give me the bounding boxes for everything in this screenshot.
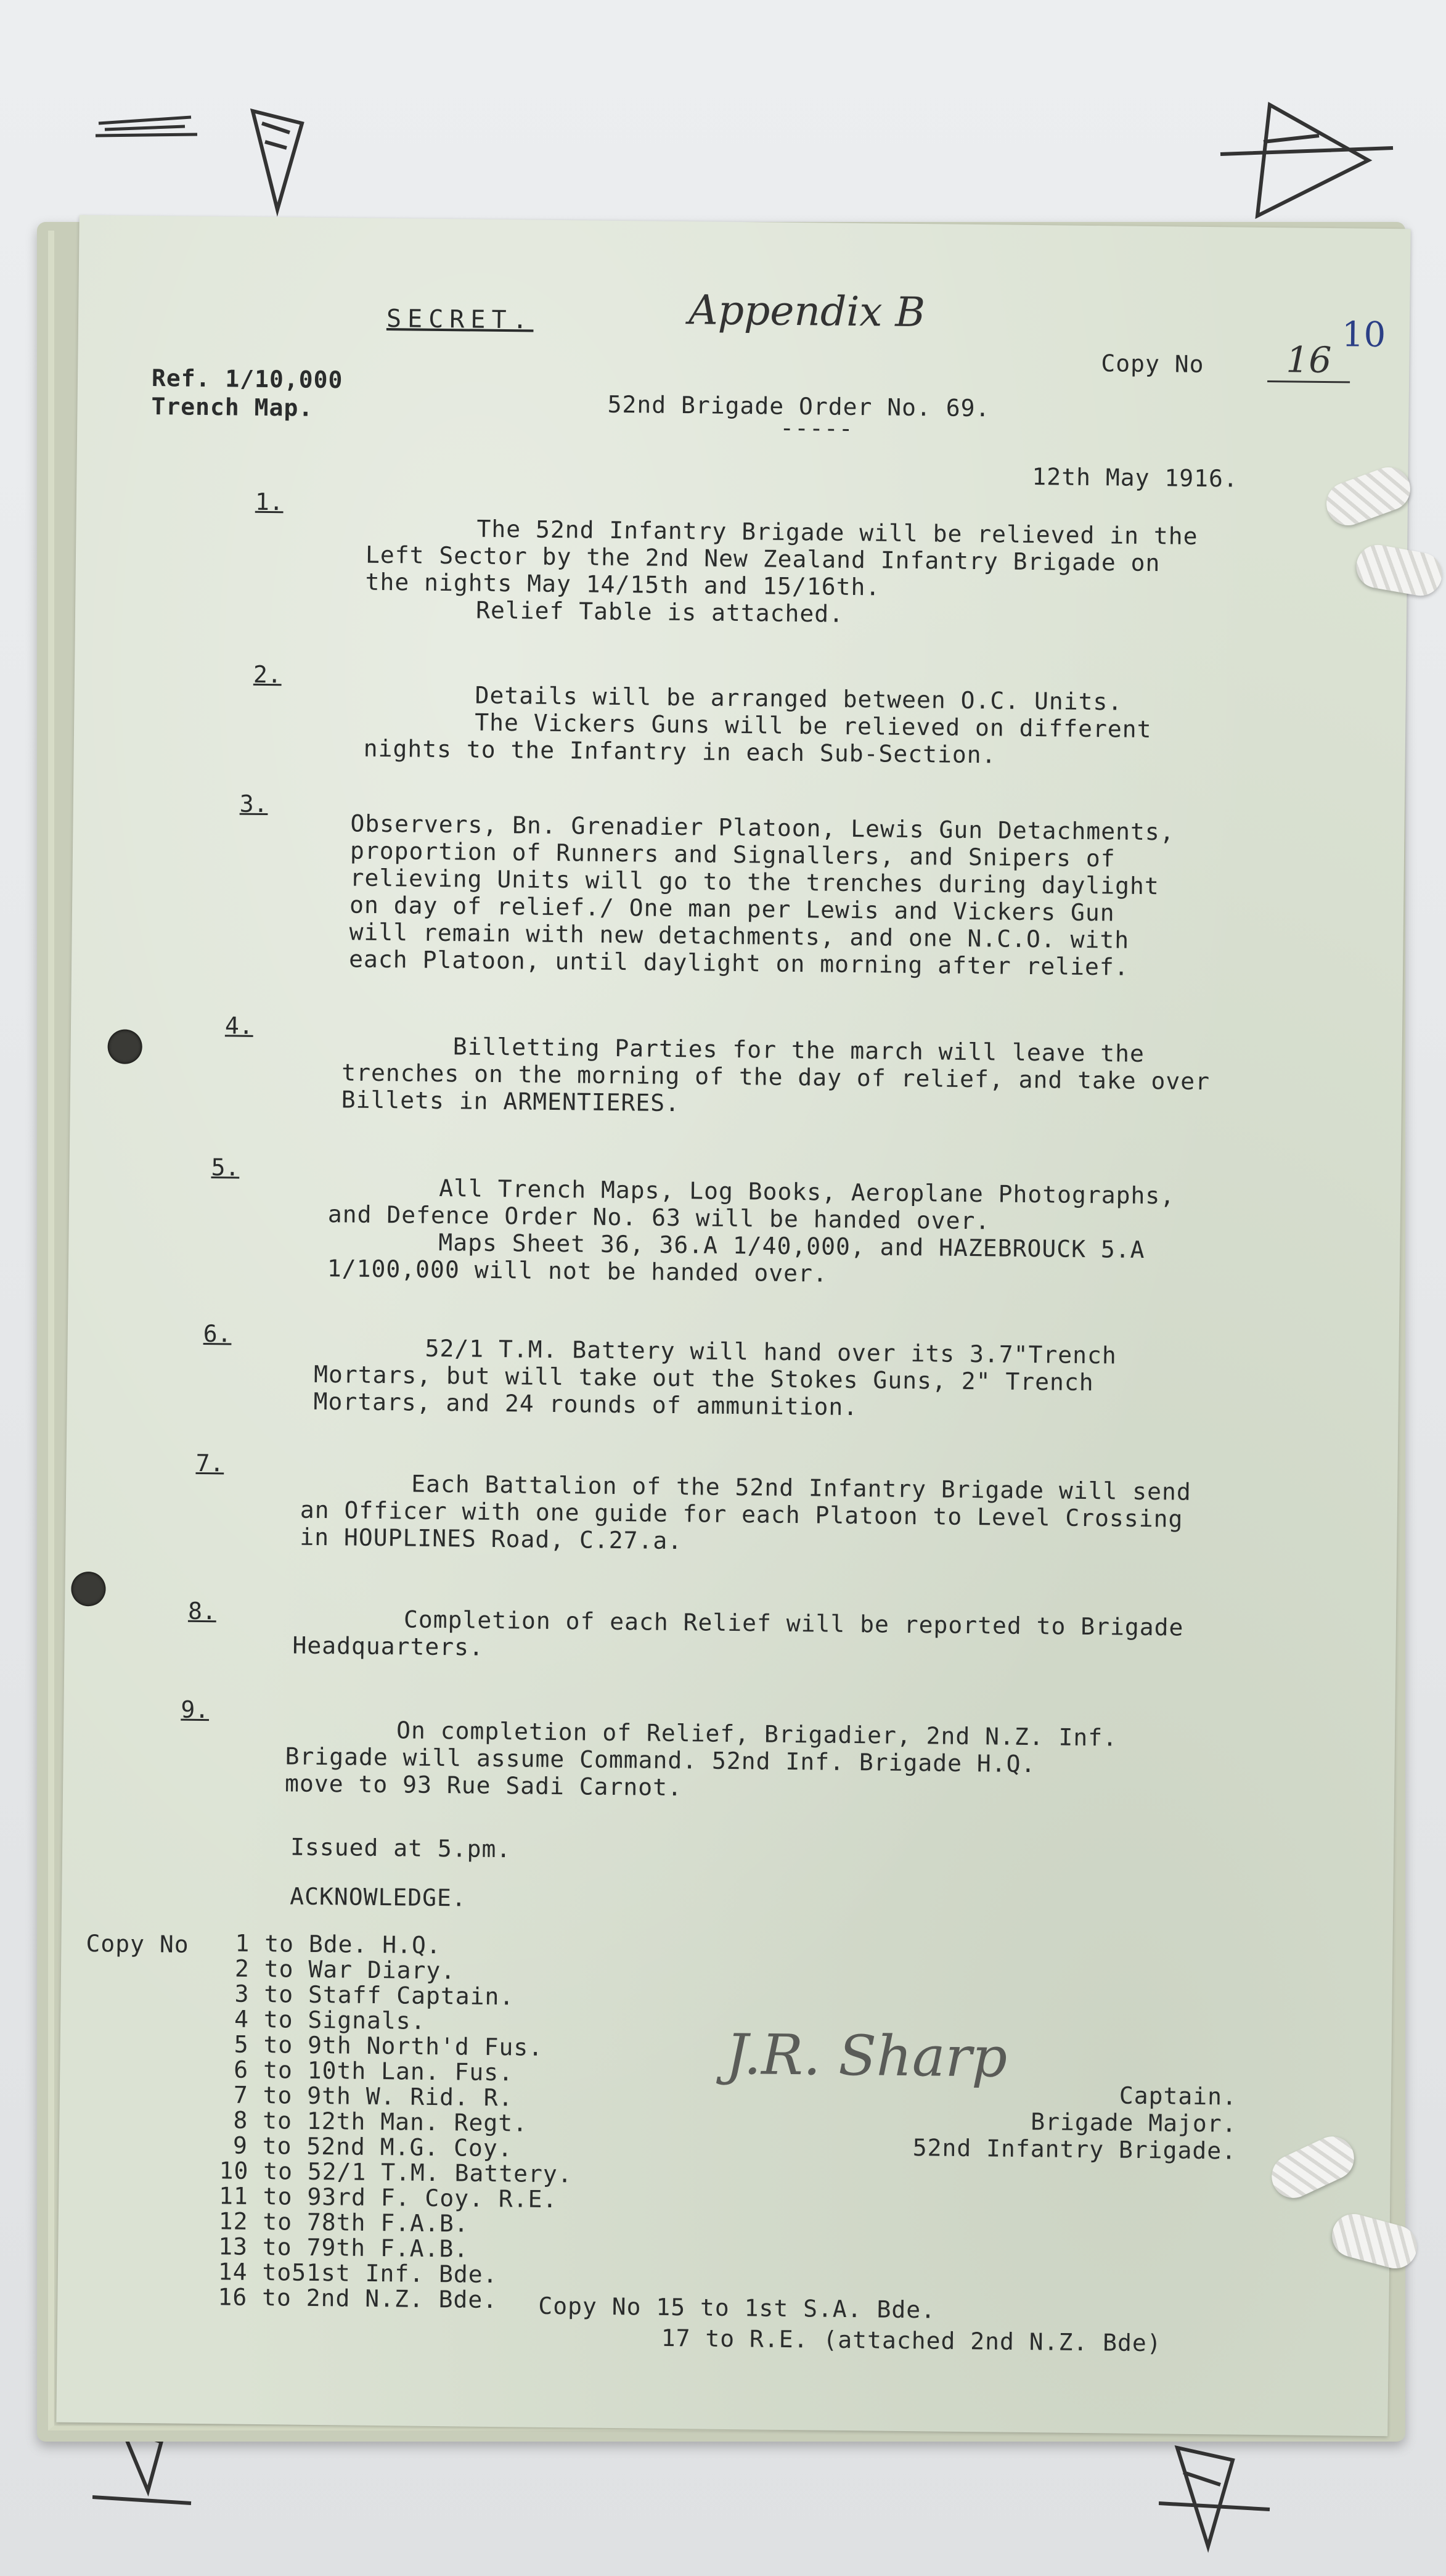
doodle-sketch-top-left bbox=[92, 86, 339, 234]
paragraph-line: Each Battalion of the 52nd Infantry Brigade will send bbox=[411, 1470, 1191, 1506]
distribution-entry: 12 to 78th F.A.B. bbox=[218, 2207, 469, 2238]
distribution-entry: 5 to 9th North'd Fus. bbox=[234, 2030, 544, 2061]
paragraph-line: Observers, Bn. Grenadier Platoon, Lewis Gun Detachments, bbox=[350, 810, 1175, 846]
distribution-prefix: Copy No bbox=[86, 1930, 189, 1958]
distribution-entry: 9 to 52nd M.G. Coy. bbox=[232, 2131, 513, 2162]
paragraph-line: 1/100,000 will not be handed over. bbox=[327, 1255, 828, 1287]
paragraph-line: Relief Table is attached. bbox=[475, 596, 844, 628]
paragraph-number: 9. bbox=[181, 1696, 210, 1724]
paragraph-line: The 52nd Infantry Brigade will be relieved in the bbox=[476, 515, 1198, 550]
distribution-entry: 1 to Bde. H.Q. bbox=[235, 1929, 441, 1959]
paragraph-line: Details will be arranged between O.C. Units. bbox=[475, 681, 1123, 716]
paragraph-line: move to 93 Rue Sadi Carnot. bbox=[284, 1770, 683, 1802]
paragraph-line: Left Sector by the 2nd New Zealand Infantry Brigade on bbox=[365, 541, 1161, 577]
paragraph-line: Headquarters. bbox=[292, 1631, 484, 1661]
paragraph-line: trenches on the morning of the day of relief, and take over bbox=[341, 1059, 1211, 1096]
paragraph-line: nights to the Infantry in each Sub-Section. bbox=[363, 734, 997, 769]
signature-line: Captain. bbox=[1119, 2082, 1238, 2110]
paragraph-line: Maps Sheet 36, 36.A 1/40,000, and HAZEBROUCK 5.A bbox=[438, 1228, 1145, 1263]
order-date: 12th May 1916. bbox=[1032, 462, 1238, 493]
paragraph-number: 5. bbox=[211, 1154, 240, 1181]
paragraph-number: 4. bbox=[224, 1012, 254, 1040]
signature-line: 52nd Infantry Brigade. bbox=[912, 2134, 1237, 2165]
order-paragraph-8 bbox=[292, 1605, 1183, 1668]
paragraph-line: will remain with new detachments, and one N.C.O. with bbox=[349, 918, 1130, 954]
paragraph-line: 52/1 T.M. Battery will hand over its 3.7"Trench bbox=[425, 1334, 1117, 1369]
distribution-entry: 8 to 12th Man. Regt. bbox=[233, 2106, 528, 2137]
handwritten-signature: J.R. Sharp bbox=[725, 2022, 1008, 2090]
punch-hole bbox=[71, 1572, 106, 1607]
paragraph-line: each Platoon, until daylight on morning after relief. bbox=[348, 945, 1129, 981]
paragraph-line: an Officer with one guide for each Platoon to Level Crossing bbox=[300, 1496, 1183, 1533]
paragraph-line: The Vickers Guns will be relieved on different bbox=[474, 708, 1152, 744]
doodle-sketch-top-right bbox=[1208, 92, 1418, 234]
order-title: 52nd Brigade Order No. 69. bbox=[607, 390, 991, 422]
paragraph-line: Completion of each Relief will be reported to Brigade bbox=[403, 1606, 1184, 1641]
distribution-entry: 10 to 52/1 T.M. Battery. bbox=[219, 2157, 573, 2188]
paragraph-line: the nights May 14/15th and 15/16th. bbox=[365, 568, 881, 601]
paragraph-line: Mortars, and 24 rounds of ammunition. bbox=[313, 1387, 859, 1421]
distribution-entry: 7 to 9th W. Rid. R. bbox=[233, 2081, 513, 2112]
paragraph-line: Mortars, but will take out the Stokes Guns, 2" Trench bbox=[313, 1360, 1094, 1397]
map-reference: Ref. 1/10,000 bbox=[151, 364, 343, 394]
paragraph-number: 8. bbox=[187, 1597, 217, 1625]
copy-label: Copy No bbox=[1101, 350, 1204, 378]
distribution-extra: 17 to R.E. (attached 2nd N.Z. Bde) bbox=[661, 2324, 1162, 2357]
paragraph-line: proportion of Runners and Signallers, and Snipers of bbox=[349, 837, 1116, 872]
distribution-entry: 14 to51st Inf. Bde. bbox=[218, 2258, 498, 2289]
order-paragraph-3 bbox=[349, 810, 1175, 981]
copy-number: 16 bbox=[1267, 338, 1350, 383]
paragraph-line: relieving Units will go to the trenches during daylight bbox=[349, 864, 1160, 900]
distribution-entry: 3 to Staff Captain. bbox=[234, 1980, 515, 2011]
paragraph-number: 7. bbox=[195, 1449, 224, 1477]
order-paragraph-9 bbox=[285, 1715, 1117, 1805]
signature-block bbox=[817, 2079, 1237, 2165]
brigade-order-sheet bbox=[56, 215, 1410, 2436]
paragraph-number: 2. bbox=[253, 660, 282, 689]
order-paragraph-6 bbox=[313, 1334, 1117, 1424]
order-paragraph-2 bbox=[364, 681, 1153, 770]
paragraph-line: Billets in ARMENTIERES. bbox=[341, 1086, 680, 1117]
paragraph-line: and Defence Order No. 63 will be handed over. bbox=[327, 1200, 991, 1235]
paragraph-line: Billetting Parties for the march will leave the bbox=[452, 1033, 1145, 1067]
order-paragraph-7 bbox=[300, 1469, 1191, 1560]
distribution-extra: Copy No 15 to 1st S.A. Bde. bbox=[538, 2292, 936, 2324]
order-paragraph-5 bbox=[327, 1173, 1175, 1290]
handwritten-appendix-note: Appendix B bbox=[688, 286, 926, 337]
signature-line: Brigade Major. bbox=[1030, 2108, 1237, 2138]
paragraph-line: On completion of Relief, Brigadier, 2nd N.Z. Inf. bbox=[396, 1717, 1118, 1752]
order-paragraph-4 bbox=[341, 1032, 1211, 1122]
classification-heading: SECRET. bbox=[386, 305, 534, 335]
distribution-entry: 6 to 10th Lan. Fus. bbox=[234, 2056, 514, 2086]
paragraph-line: in HOUPLINES Road, C.27.a. bbox=[300, 1523, 683, 1555]
paragraph-line: Brigade will assume Command. 52nd Inf. Brigade H.Q. bbox=[285, 1742, 1036, 1778]
punch-hole bbox=[107, 1029, 142, 1064]
distribution-entry: 13 to 79th F.A.B. bbox=[218, 2233, 469, 2263]
distribution-list bbox=[218, 1930, 574, 2313]
paragraph-line: on day of relief./ One man per Lewis and Vickers Gun bbox=[349, 891, 1115, 927]
paragraph-number: 1. bbox=[255, 488, 284, 516]
folio-number: 10 bbox=[1341, 314, 1386, 355]
map-reference-sheet: Trench Map. bbox=[151, 393, 314, 422]
paragraph-number: 3. bbox=[239, 790, 268, 818]
issued-time: Issued at 5.pm. bbox=[290, 1833, 512, 1863]
paragraph-number: 6. bbox=[203, 1319, 232, 1348]
distribution-entry: 2 to War Diary. bbox=[234, 1955, 456, 1985]
title-underline: ----- bbox=[780, 414, 854, 442]
distribution-entry: 16 to 2nd N.Z. Bde. bbox=[218, 2283, 498, 2314]
acknowledge-instruction: ACKNOWLEDGE. bbox=[290, 1882, 467, 1912]
paragraph-line: All Trench Maps, Log Books, Aeroplane Photographs, bbox=[439, 1174, 1175, 1210]
doodle-sketch-bottom-right bbox=[1159, 2435, 1331, 2559]
distribution-entry: 11 to 93rd F. Coy. R.E. bbox=[218, 2182, 558, 2213]
distribution-entry: 4 to Signals. bbox=[234, 2005, 426, 2035]
order-paragraph-1 bbox=[365, 514, 1198, 631]
